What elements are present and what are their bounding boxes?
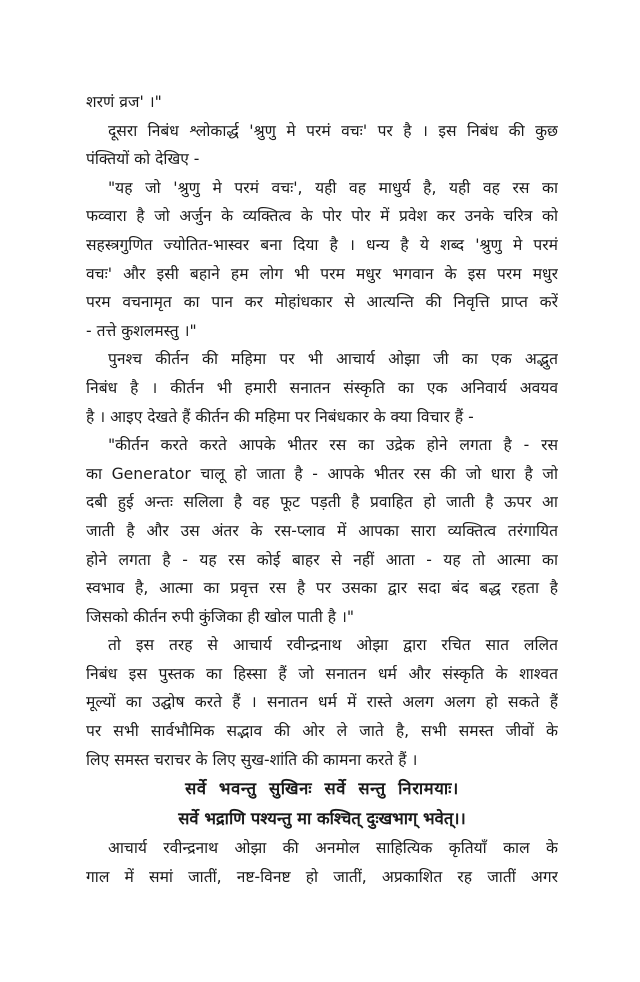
text-line: मूल्यों का उद्घोष करते हैं । सनातन धर्म में रास्ते अलग अलग हो सकते हैं: [86, 693, 558, 712]
text-line: पुनश्च कीर्तन की महिमा पर भी आचार्य ओझा जी का एक अद्भुत: [108, 350, 558, 369]
text-line: दबी हुई अन्तः सलिला है वह फूट पड़ती है प्रवाहित हो जाती है ऊपर आ: [86, 493, 558, 512]
text-line: का Generator चालू हो जाता है - आपके भीतर रस की जो धारा है जो: [86, 464, 558, 483]
shloka-line: सर्वे भवन्तु सुखिनः सर्वे सन्तु निरामयाः।: [185, 779, 459, 799]
quote-shrunu-me-paramam-vachah: [86, 174, 558, 346]
text-line: निबंध है । कीर्तन भी हमारी सनातन संस्कृति का एक अनिवार्य अवयव: [86, 378, 558, 397]
text-line: जाती है और उस अंतर के रस-प्लाव में आपका सारा व्यक्तित्व तरंगायित: [86, 521, 558, 540]
text-line: जिसको कीर्तन रुपी कुंजिका ही खोल पाती है ।": [86, 607, 355, 626]
text-line: दूसरा निबंध श्लोकार्द्ध 'श्रुणु मे परमं वचः' पर है । इस निबंध की कुछ: [108, 121, 558, 140]
paragraph-kirtan-intro: [86, 345, 558, 431]
text-line: वचः' और इसी बहाने हम लोग भी परम मधुर भगवान के इस परम मधुर: [86, 264, 558, 283]
text-line: "यह जो 'श्रुणु मे परमं वचः', यही वह माधुर्य है, यही वह रस का: [108, 178, 558, 197]
text-line: तो इस तरह से आचार्य रवीन्द्रनाथ ओझा द्वारा रचित सात ललित: [108, 636, 558, 655]
text-line: "कीर्तन करते करते आपके भीतर रस का उद्रेक होने लगता है - रस: [108, 436, 558, 455]
shloka-line: सर्वे भद्राणि पश्यन्तु मा कश्चित् दुःखभाग् भवेत्।।: [178, 809, 466, 829]
text-line: - तत्ते कुशलमस्तु ।": [86, 321, 197, 340]
text-line: शरणं व्रज' ।": [86, 93, 162, 111]
text-line: गाल में समां जातीं, नष्ट-विनष्ट हो जातीं, अप्रकाशित रह जातीं अगर: [86, 867, 558, 886]
text-line: है । आइए देखते हैं कीर्तन की महिमा पर निबंधकार के क्या विचार हैं -: [86, 407, 474, 426]
text-line: स्वभाव है, आत्मा का प्रवृत्त रस है पर उसका द्वार सदा बंद बद्ध रहता है: [86, 579, 558, 598]
paragraph-summary: [86, 631, 558, 774]
text-line: फव्वारा है जो अर्जुन के व्यक्तित्व के पोर पोर में प्रवेश कर उनके चरित्र को: [86, 207, 558, 226]
text-line: पर सभी सार्वभौमिक सद्भाव की ओर ले जाते है, सभी समस्त जीवों के: [86, 722, 558, 741]
shloka-block: [86, 774, 558, 834]
text-line: परम वचनामृत का पान कर मोहांधकार से आत्यन्ति की निवृत्ति प्राप्त करें: [86, 293, 558, 312]
quote-kirtan: [86, 431, 558, 631]
paragraph-closing: [86, 834, 558, 891]
text-line: निबंध इस पुस्तक का हिस्सा हैं जो सनातन धर्म और संस्कृति के शाश्वत: [86, 664, 558, 683]
book-page: [86, 88, 558, 908]
text-line: पंक्तियों को देखिए -: [86, 150, 200, 169]
text-line: आचार्य रवीन्द्रनाथ ओझा की अनमोल साहित्यिक कृतियाँ काल के: [108, 839, 558, 858]
text-line: सहस्त्रगुणित ज्योतित-भास्वर बना दिया है । धन्य है ये शब्द 'श्रुणु मे परमं: [86, 235, 558, 254]
text-line: लिए समस्त चराचर के लिए सुख-शांति की कामना करते हैं ।: [86, 750, 418, 769]
paragraph-continuation: [86, 88, 558, 117]
text-line: होने लगता है - यह रस कोई बाहर से नहीं आता - यह तो आत्मा का: [86, 550, 558, 569]
paragraph-second-essay-intro: [86, 117, 558, 174]
